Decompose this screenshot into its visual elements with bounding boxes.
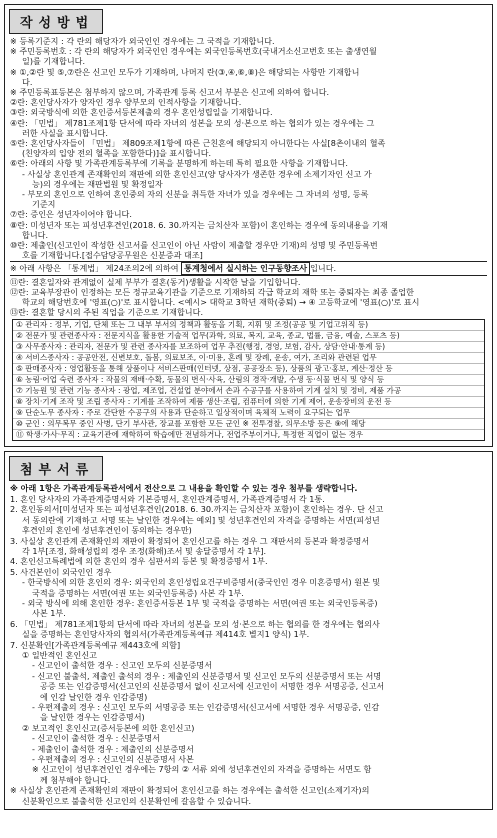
attachment-line: - 우편제출의 경우 : 신고인의 신분증명서 사본 <box>32 754 194 765</box>
attachment-line: 공증 또는 인감증명서(신고인의 신분증명서 없이 신고서에 신고인이 서명한 경우 서명공증, 신고서 <box>40 681 385 692</box>
occupation-table <box>12 319 485 441</box>
notice-suffix: 입니다. <box>310 263 337 274</box>
attachment-line: 에 인감 날인한 경우 인감증명) <box>40 691 148 702</box>
attachment-line: 3. 사실상 혼인관계 존재확인의 재판이 확정되어 혼인신고를 하는 경우 그 재판서의 등본과 확정증명서 <box>10 535 370 546</box>
instruction-line: ※ 주민등록번호 : 각 란의 해당자가 외국인인 경우에는 외국인등록번호(국내거소신고번호 또는 출생연월 <box>10 46 377 57</box>
attachment-line: - 우편제출의 경우 : 신고인 모두의 서명공증 또는 인감증명서(신고서에 서명한 경우 서명공증, 인감 <box>32 702 380 713</box>
instruction-line: ※ ①,②란 및 ⑤,⑦란은 신고인 모두가 기재하며, 나머지 란(③,④,⑥,⑧)은 해당되는 사항만 기재합니 <box>10 66 360 77</box>
instruction-line: ⑥란: 아래의 사항 및 가족관계등록부에 기록을 분명하게 하는데 특히 필요한 사항을 기재합니다. <box>10 158 348 169</box>
attachment-line: 1. 혼인 당사자의 가족관계증명서와 기본증명서, 혼인관계증명서, 가족관계증명서 각 1통. <box>10 493 325 504</box>
occupation-row: ⑨ 단순노무 종사자 : 주로 간단한 수공구의 사용과 단순하고 일상적이며 육체적 노력이 요구되는 업무 <box>13 408 484 419</box>
notice-highlight-box <box>181 262 310 274</box>
attachment-line: ※ 아래 1항은 가족관계등록관서에서 전산으로 그 내용을 확인할 수 있는 경우 첨부를 생략합니다. <box>10 483 358 494</box>
statistics-instruction-line: 학교의 해당번호에 '영표(○)'로 표시합니다. <예시> 대학교 3학년 재학(중퇴) → ④ 고등학교에 '영표(○)'로 표시 <box>22 297 420 308</box>
attachment-line: ① 일반적인 혼인신고 <box>22 649 97 660</box>
attachment-line: 사본 1부. <box>32 608 66 619</box>
instruction-line: ⑤란: 혼인당사자들이 「민법」 제809조제1항에 따른 근친혼에 해당되지 아니한다는 사실[8촌이내의 혈족 <box>10 138 386 149</box>
instruction-line: 일)를 기재합니다. <box>22 56 86 67</box>
instruction-line: 합니다. <box>22 229 49 240</box>
statistics-instruction-line: ⑬란: 결혼할 당시의 주된 직업을 기준으로 기재합니다. <box>10 307 204 318</box>
instruction-line: 호를 기재합니다.[접수담당공무원은 신분증과 대조] <box>22 250 203 261</box>
occupation-row: ⑧ 장치·기계 조작 및 조립 종사자 : 기계를 조작하여 제품 생산·조립, 컴퓨터에 의한 기계 제어, 운송장비의 운전 등 <box>13 397 484 408</box>
attachments-body <box>5 481 492 809</box>
attachment-line: 후견인의 혼인에 성년후견인이 동의하는 경우만) <box>22 525 192 536</box>
attachment-line: - 한국방식에 의한 혼인의 경우: 외국인의 혼인성립요건구비증명서(중국인인 경우 미혼증명서) 원본 및 <box>22 577 381 588</box>
instructions-section <box>4 4 493 447</box>
statistics-instruction-line: ⑪란: 결혼일자와 관계없이 실제 부부가 결혼(동거)생활을 시작한 날을 기입합니다. <box>10 276 301 287</box>
occupation-row: ⑩ 군인 : 의무복무 중인 사병, 단기 부사관, 장교를 포함한 모든 군인 ※ 전투경찰, 의무소방 등은 ⑨에 해당 <box>13 419 484 430</box>
notice-highlight: 통계청에서 실시하는 인구동향조사 <box>184 263 308 274</box>
instruction-line: ⑧란: 미성년자 또는 피성년후견인(2018. 6. 30.까지는 금치산자 포함)이 혼인하는 경우에 동의내용을 기재 <box>10 219 388 230</box>
instruction-line: ※ 등록기준지 : 각 란의 해당자가 외국인인 경우에는 그 국적을 기재합니다. <box>10 36 275 46</box>
occupation-row: ⑤ 판매종사자 : 영업활동을 통해 상품이나 서비스판매(인터넷, 상점, 공공장소 등), 상품의 광고·홍보, 계산·정산 등 <box>13 364 484 375</box>
instruction-line: ⑩란: 제출인(신고인이 작성한 신고서를 신고인이 아닌 사람이 제출할 경우만 기재)의 성명 및 주민등록번 <box>10 240 378 251</box>
attachment-line: 2. 혼인동의서[미성년자 또는 피성년후견인(2018. 6. 30.까지는 금치산자 포함)이 혼인하는 경우. 단 신고 <box>10 504 384 515</box>
instruction-line: ⑦란: 증인은 성년자이어야 합니다. <box>10 209 132 220</box>
instruction-line: ④란: 「민법」 제781조제1항 단서에 따라 자녀의 성본을 모의 성·본으로 하는 협의가 있는 경우에는 그 <box>10 117 375 128</box>
instruction-line: ②란: 혼인당사자가 양자인 경우 양부모의 인적사항을 기재합니다. <box>10 97 242 108</box>
instruction-line: ③란: 외국방식에 의한 혼인증서등본제출의 경우 혼인성립일을 기재합니다. <box>10 107 273 118</box>
instruction-line: ※ 주민등록표등본은 첨부하지 않으며, 가족관계 등록 신고서 부분은 신고에 의하여 합니다. <box>10 87 330 98</box>
instruction-line: 기준지 <box>32 199 56 210</box>
occupation-row: ⑥ 농림·어업 숙련 종사자 : 작물의 재배·수확, 동물의 번식·사육, 산림의 경작·개발, 수생 동·식물 번식 및 양식 등 <box>13 375 484 386</box>
attachment-line: 께 첨부해야 합니다. <box>40 774 111 785</box>
attachment-line: 을 날인한 경우는 인감증명서) <box>40 712 145 723</box>
instructions-title: 작성방법 <box>9 9 103 34</box>
attachments-title: 첨부서류 <box>9 456 103 481</box>
attachment-line: 서 동의란에 기재하고 서명 또는 날인한 경우에는 예외] 및 성년후견인의 자격을 증명하는 서면(피성년 <box>22 514 380 525</box>
instruction-line: 러한 사실을 표시합니다. <box>22 127 108 138</box>
instruction-line: (친양자의 입양 전의 혈족을 포함한다)]을 표시합니다. <box>22 148 212 159</box>
attachment-line: ※ 사실상 혼인관계 존재확인의 재판이 확정되어 혼인신고를 하는 경우에는 출석한 신고인(소제기자)의 <box>10 785 370 796</box>
instruction-line: - 사실상 혼인관계 존재확인의 재판에 의한 혼인신고(양 당사자가 생존한 경우에 소제기자인 신고 가 <box>22 168 372 179</box>
attachment-line: 7. 신분확인[가족관계등록예규 제443호에 의함] <box>10 639 181 650</box>
occupation-row: ③ 사무종사자 : 관리자, 전문가 및 관련 종사자를 보조하여 업무 추진(행정, 경영, 보험, 감사, 상담·안내·통계 등) <box>13 342 484 353</box>
statistics-notice <box>10 261 487 275</box>
instruction-line: 다. <box>22 76 33 87</box>
attachment-line: ② 보고적인 혼인신고(증서등본에 의한 혼인신고) <box>22 722 195 733</box>
occupation-row: ① 관리자 : 정부, 기업, 단체 또는 그 내부 부서의 정책과 활동을 기획, 지휘 및 조정(공공 및 기업고위직 등) <box>13 320 484 331</box>
attachment-line: 실을 증명하는 혼인당사자의 협의서(가족관계등록예규 제414호 별지1 양식) 1부. <box>22 629 310 640</box>
occupation-row: ② 전문가 및 관련종사자 : 전문지식을 활용한 기술적 업무(과학, 의료, 복지, 교육, 종교, 법률, 금융, 예술, 스포츠 등) <box>13 331 484 342</box>
attachment-line: - 신고인 불출석, 제출인 출석의 경우 : 제출인의 신분증명서 및 신고인 모두의 신분증명서 또는 서명 <box>32 670 382 681</box>
occupation-row: ⑪ 학생·가사·무직 : 교육기관에 재학하여 학습에만 전념하거나, 전업주부이거나, 특정한 직업이 없는 경우 <box>16 430 364 440</box>
attachment-line: - 외국 방식에 의해 혼인한 경우: 혼인증서등본 1부 및 국적을 증명하는 서면(여권 또는 외국인등록증) <box>22 597 378 608</box>
instructions-body <box>5 34 492 446</box>
notice-prefix: ※ 아래 사항은 「통계법」 제24조의2에 의하여 <box>10 263 182 274</box>
attachment-line: 각 1부[조정, 화해성립의 경우 조정(화해)조서 및 송달증명서 각 1부]. <box>22 545 267 556</box>
attachment-line: - 신고인이 출석한 경우 : 신고인 모두의 신분증명서 <box>32 660 213 671</box>
occupation-row: ④ 서비스종사자 : 공공안전, 신변보호, 돌봄, 의료보조, 이·미용, 혼례 및 장례, 운송, 여가, 조리와 관련된 업무 <box>13 353 484 364</box>
attachment-line: 4. 혼인신고특례법에 의한 혼인의 경우 심판서의 등본 및 확정증명서 1부. <box>10 556 268 567</box>
attachment-line: - 신고인이 출석한 경우 : 신분증명서 <box>32 733 160 744</box>
attachments-section <box>4 451 493 810</box>
instruction-line: 능)의 경우에는 재판법원 및 확정일자 <box>32 178 163 189</box>
attachment-line: 5. 사건본인이 외국인인 경우 <box>10 566 112 577</box>
attachment-line: 6. 「민법」 제781조제1항의 단서에 따라 자녀의 성본을 모의 성·본으로 하는 협의를 한 경우에는 협의사 <box>10 618 380 629</box>
attachment-line: 국적을 증명하는 서면(여권 또는 외국인등록증) 사본 각 1부. <box>32 587 244 598</box>
statistics-instruction-line: ⑫란: 교육부장관이 인정하는 모든 정규교육기관을 기준으로 기재하되 각급 학교의 재학 또는 중퇴자는 최종 졸업한 <box>10 286 414 297</box>
attachment-line: ※ 신고인이 성년후견인인 경우에는 7항의 ② 서류 외에 성년후견인의 자격을 증명하는 서면도 함 <box>32 764 372 775</box>
attachment-line: 신분확인으로 불출석한 신고인의 신분확인에 갈음할 수 있습니다. <box>22 795 252 806</box>
instruction-line: - 부모의 혼인으로 인하여 혼인중의 자의 신분을 취득한 자녀가 있을 경우에는 그 자녀의 성명, 등록 <box>22 189 369 200</box>
occupation-row: ⑦ 기능원 및 관련 기능 종사자 : 광업, 제조업, 건설업 분야에서 손과 수공구를 사용하여 기계 설치 및 정비, 제품 가공 <box>13 386 484 397</box>
attachment-line: - 제출인이 출석한 경우 : 제출인의 신분증명서 <box>32 743 194 754</box>
